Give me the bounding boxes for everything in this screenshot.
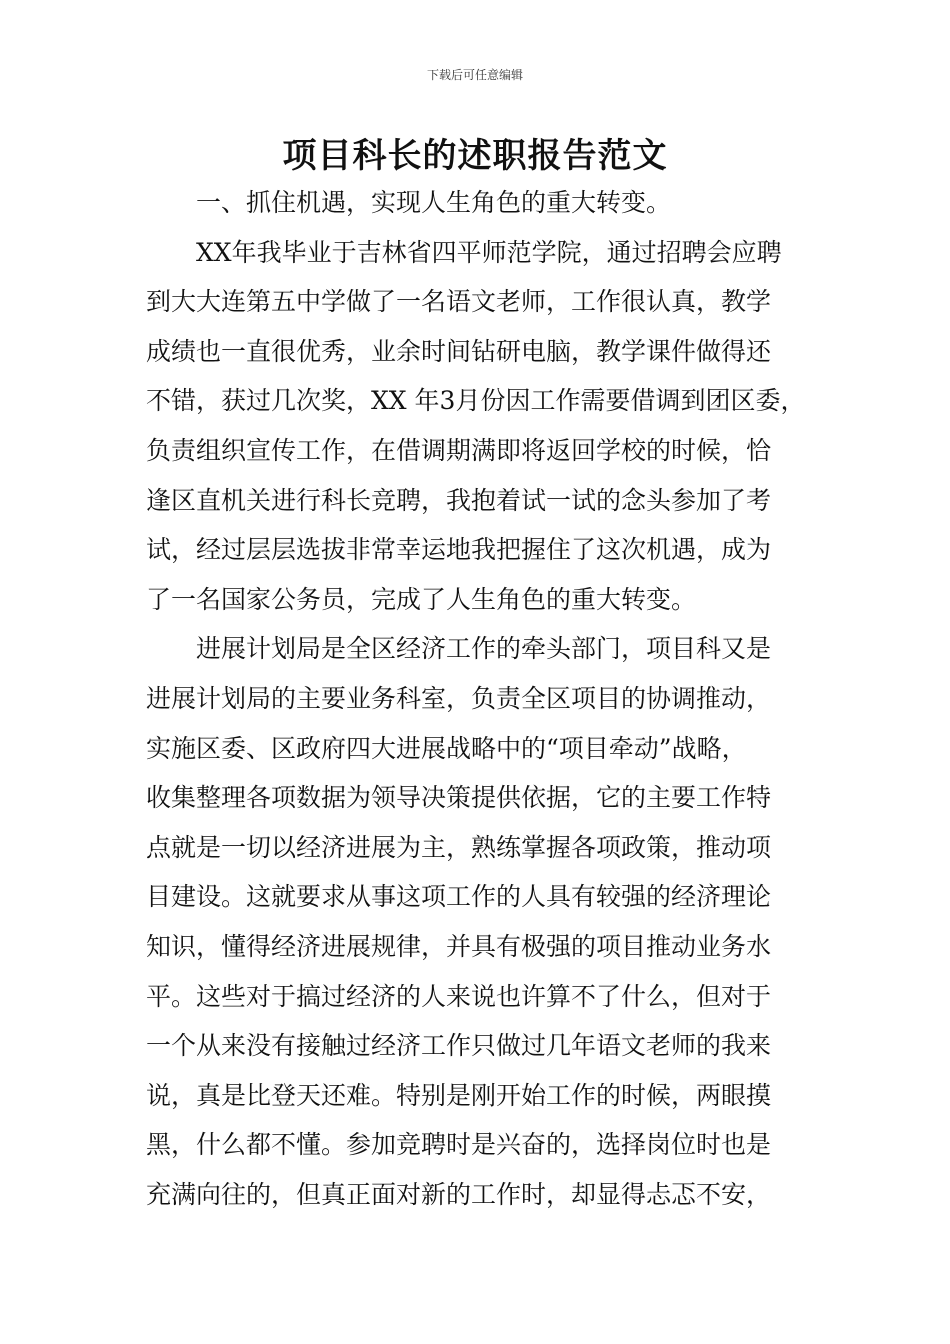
body-line: 负责组织宣传工作，在借调期满即将返回学校的时候，恰 <box>146 435 772 465</box>
body-line: 进展计划局的主要业务科室，负责全区项目的协调推动， <box>146 683 772 713</box>
body-line: 说，真是比登天还难。特别是刚开始工作的时候，两眼摸 <box>146 1080 772 1110</box>
body-line: 一、抓住机遇，实现人生角色的重大转变。 <box>196 188 672 217</box>
body-line: 逢区直机关进行科长竞聘，我抱着试一试的念头参加了考 <box>146 485 772 515</box>
body-line: 收集整理各项数据为领导决策提供依据，它的主要工作特 <box>146 783 772 813</box>
body-line: 到大大连第五中学做了一名语文老师，工作很认真，教学 <box>146 287 772 317</box>
body-line: 黑，什么都不懂。参加竞聘时是兴奋的，选择岗位时也是 <box>146 1130 772 1160</box>
body-line: XX年我毕业于吉林省四平师范学院，通过招聘会应聘 <box>196 237 782 267</box>
body-line: 知识，懂得经济进展规律，并具有极强的项目推动业务水 <box>146 931 772 961</box>
body-line: 目建设。这就要求从事这项工作的人具有较强的经济理论 <box>146 882 772 912</box>
body-line: 充满向往的，但真正面对新的工作时，却显得忐忑不安， <box>146 1179 772 1209</box>
body-line: 不错，获过几次奖，XX 年3月份因工作需要借调到团区委， <box>146 386 806 416</box>
body-line: 实施区委、区政府四大进展战略中的“项目牵动”战略， <box>146 733 747 763</box>
body-line: 一个从来没有接触过经济工作只做过几年语文老师的我来 <box>146 1031 772 1061</box>
body-line: 成绩也一直很优秀，业余时间钻研电脑，教学课件做得还 <box>146 336 772 366</box>
body-line: 试，经过层层选拔非常幸运地我把握住了这次机遇，成为 <box>146 535 772 565</box>
body-line: 进展计划局是全区经济工作的牵头部门，项目科又是 <box>196 634 772 664</box>
body-line: 了一名国家公务员，完成了人生角色的重大转变。 <box>146 584 697 614</box>
document-title: 项目科长的述职报告范文 <box>282 136 668 176</box>
page-header-note: 下载后可任意编辑 <box>426 68 523 82</box>
document-body <box>146 178 826 1219</box>
body-line: 平。这些对于搞过经济的人来说也许算不了什么，但对于 <box>146 981 772 1011</box>
body-line: 点就是一切以经济进展为主，熟练掌握各项政策，推动项 <box>146 832 772 862</box>
